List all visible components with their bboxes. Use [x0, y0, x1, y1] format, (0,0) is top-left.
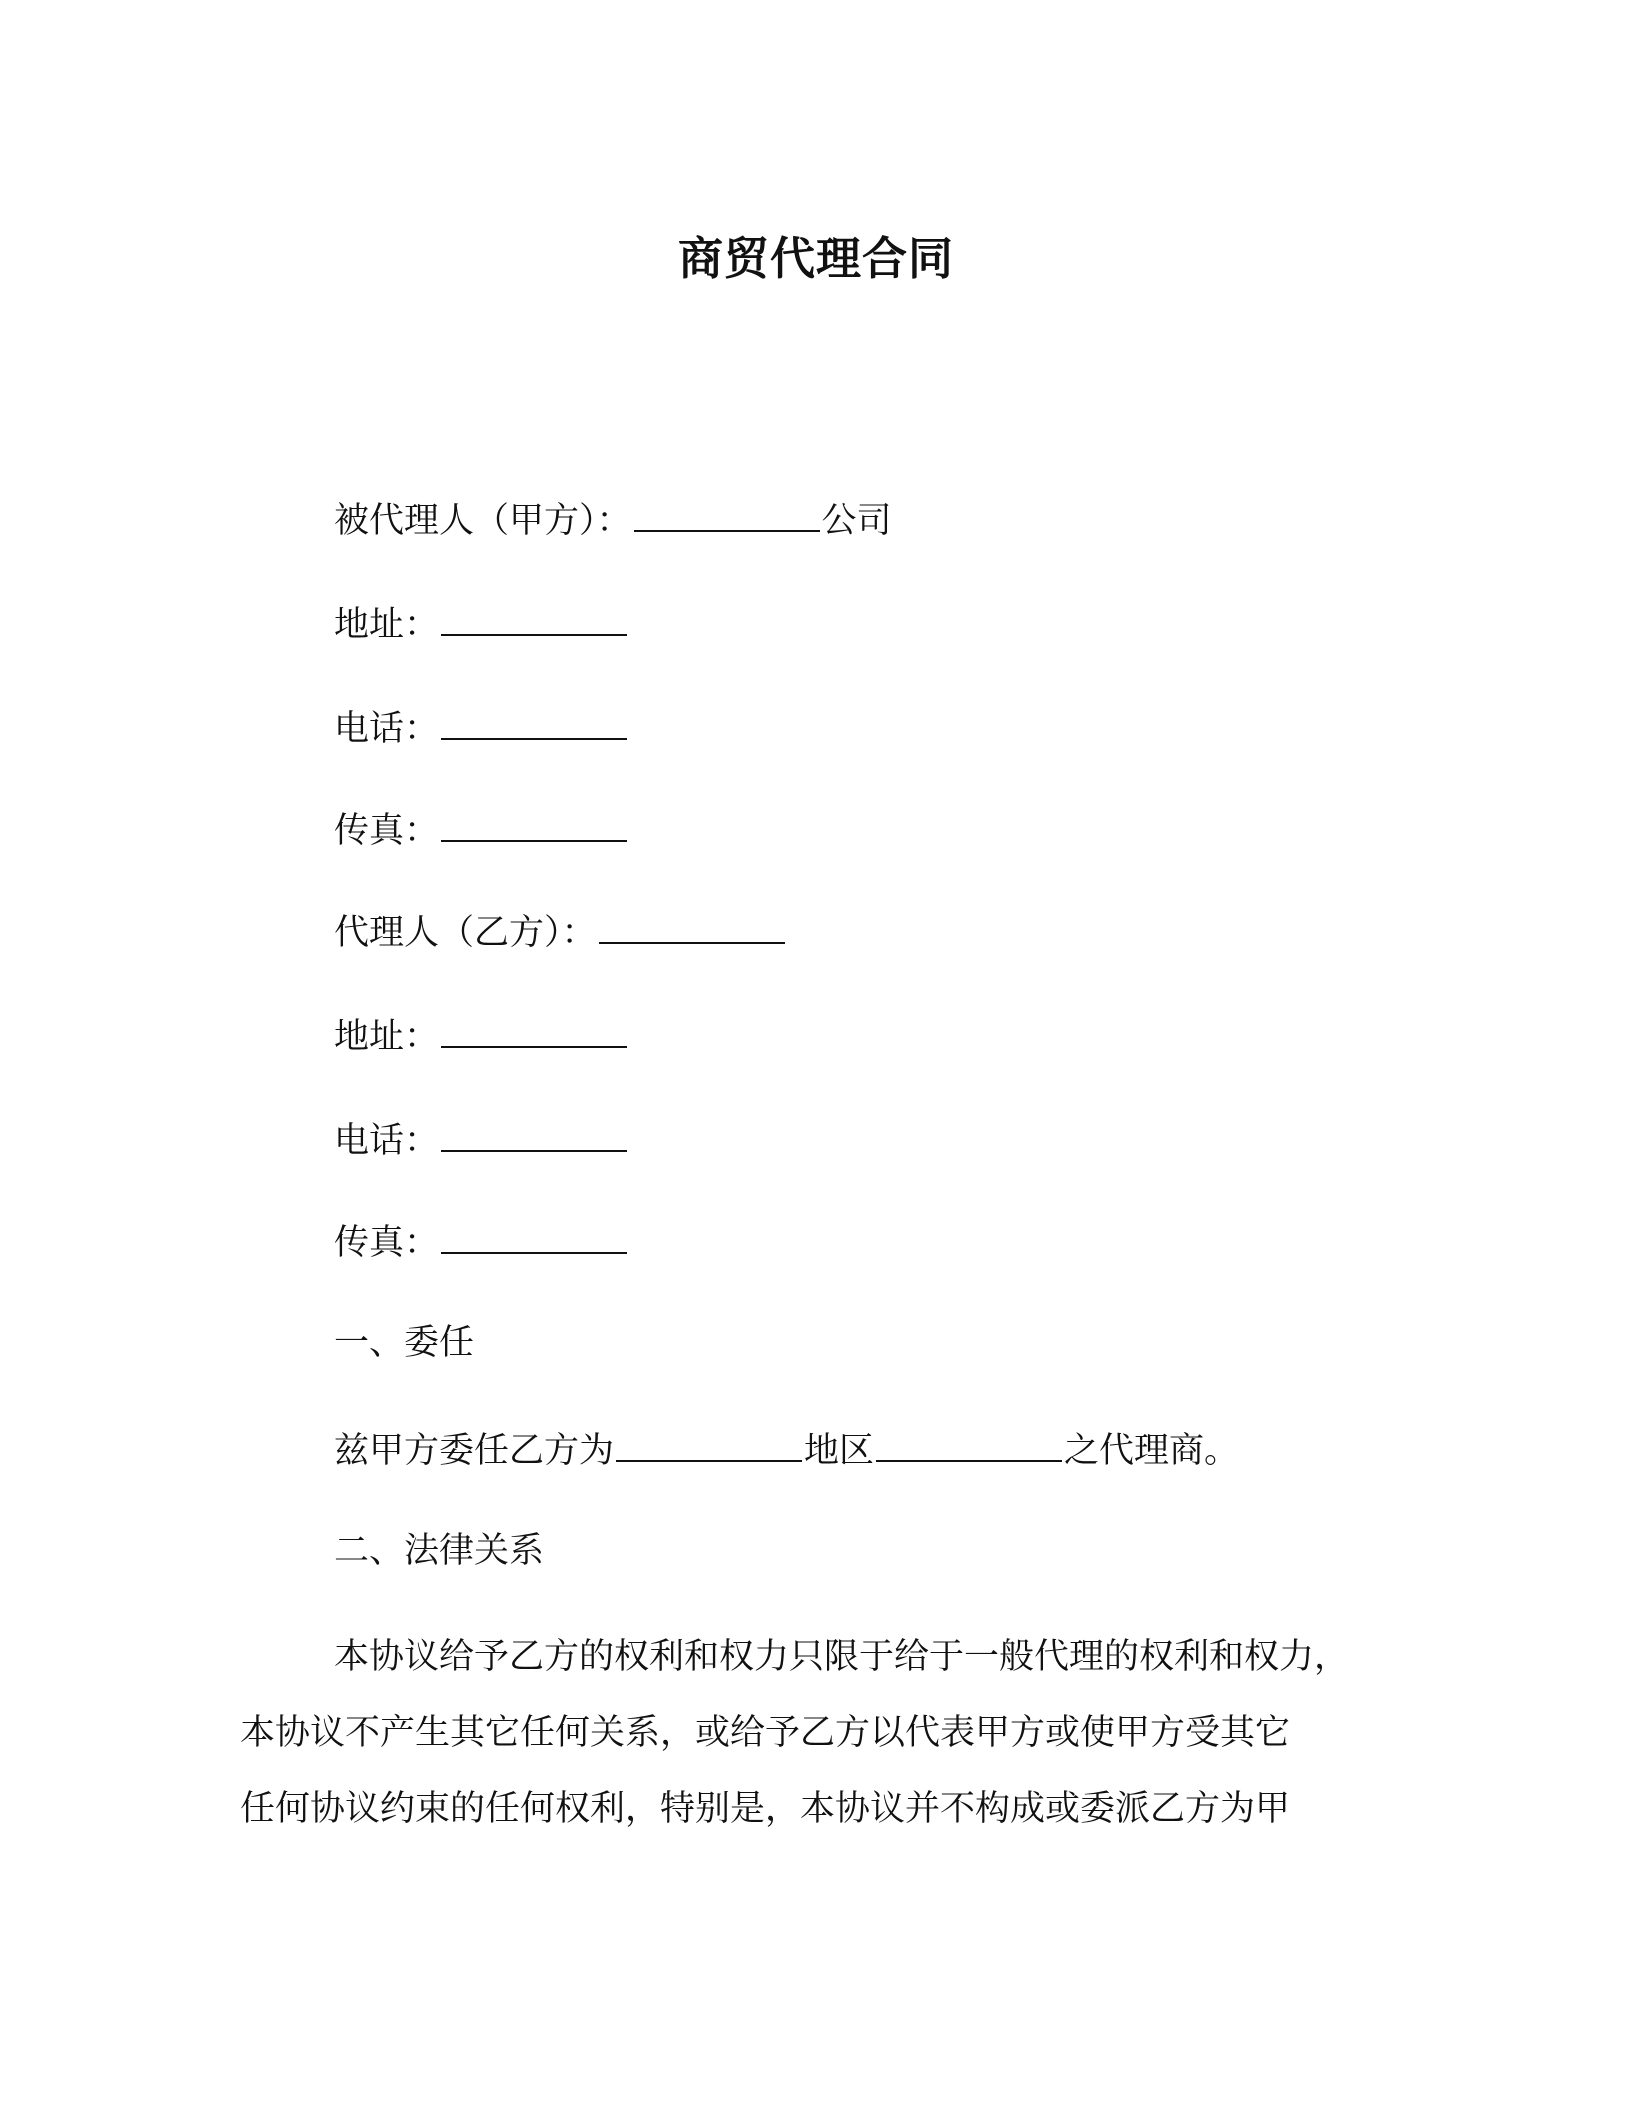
section-1-blank-2: [876, 1424, 1062, 1462]
party-b-phone-line: [334, 1114, 629, 1166]
section-1-heading: 一、委任: [334, 1323, 475, 1363]
party-a-phone-line: [334, 702, 629, 754]
party-a-name-line: [334, 494, 892, 546]
party-b-phone-blank: [441, 1114, 627, 1152]
party-a-phone-label: 电话：: [334, 709, 440, 749]
section-1-text-end: 之代理商。: [1064, 1431, 1240, 1471]
section-2-heading: 二、法律关系: [334, 1531, 545, 1571]
party-a-phone-blank: [441, 702, 627, 740]
section-2-paragraph-line-2: 本协议不产生其它任何关系，或给予乙方以代表甲方或使甲方受其它: [240, 1713, 1291, 1753]
section-1-text-mid: 地区: [804, 1431, 875, 1471]
section-1-text: [334, 1424, 1239, 1476]
party-a-name-blank: [634, 494, 820, 532]
party-a-suffix: 公司: [821, 501, 892, 541]
party-a-fax-line: [334, 804, 629, 856]
party-a-address-label: 地址：: [334, 605, 440, 645]
party-b-address-line: [334, 1010, 629, 1062]
party-b-name-line: [334, 906, 787, 958]
section-1-text-start: 兹甲方委任乙方为: [334, 1431, 615, 1471]
party-a-fax-blank: [441, 804, 627, 842]
document-title: 商贸代理合同: [677, 232, 954, 285]
party-b-address-label: 地址：: [334, 1017, 440, 1057]
section-1-blank-1: [616, 1424, 802, 1462]
party-a-address-blank: [441, 598, 627, 636]
party-b-fax-label: 传真：: [334, 1223, 440, 1263]
party-b-phone-label: 电话：: [334, 1121, 440, 1161]
party-a-fax-label: 传真：: [334, 811, 440, 851]
party-b-fax-line: [334, 1216, 629, 1268]
party-a-address-line: [334, 598, 629, 650]
party-b-fax-blank: [441, 1216, 627, 1254]
section-2-paragraph-line-3: 任何协议约束的任何权利，特别是，本协议并不构成或委派乙方为甲: [240, 1789, 1291, 1829]
party-b-name-blank: [599, 906, 785, 944]
party-b-label: 代理人（乙方）：: [334, 913, 597, 953]
section-2-paragraph-line-1: 本协议给予乙方的权利和权力只限于给于一般代理的权利和权力，: [334, 1637, 1350, 1677]
party-b-address-blank: [441, 1010, 627, 1048]
party-a-label: 被代理人（甲方）：: [334, 501, 632, 541]
